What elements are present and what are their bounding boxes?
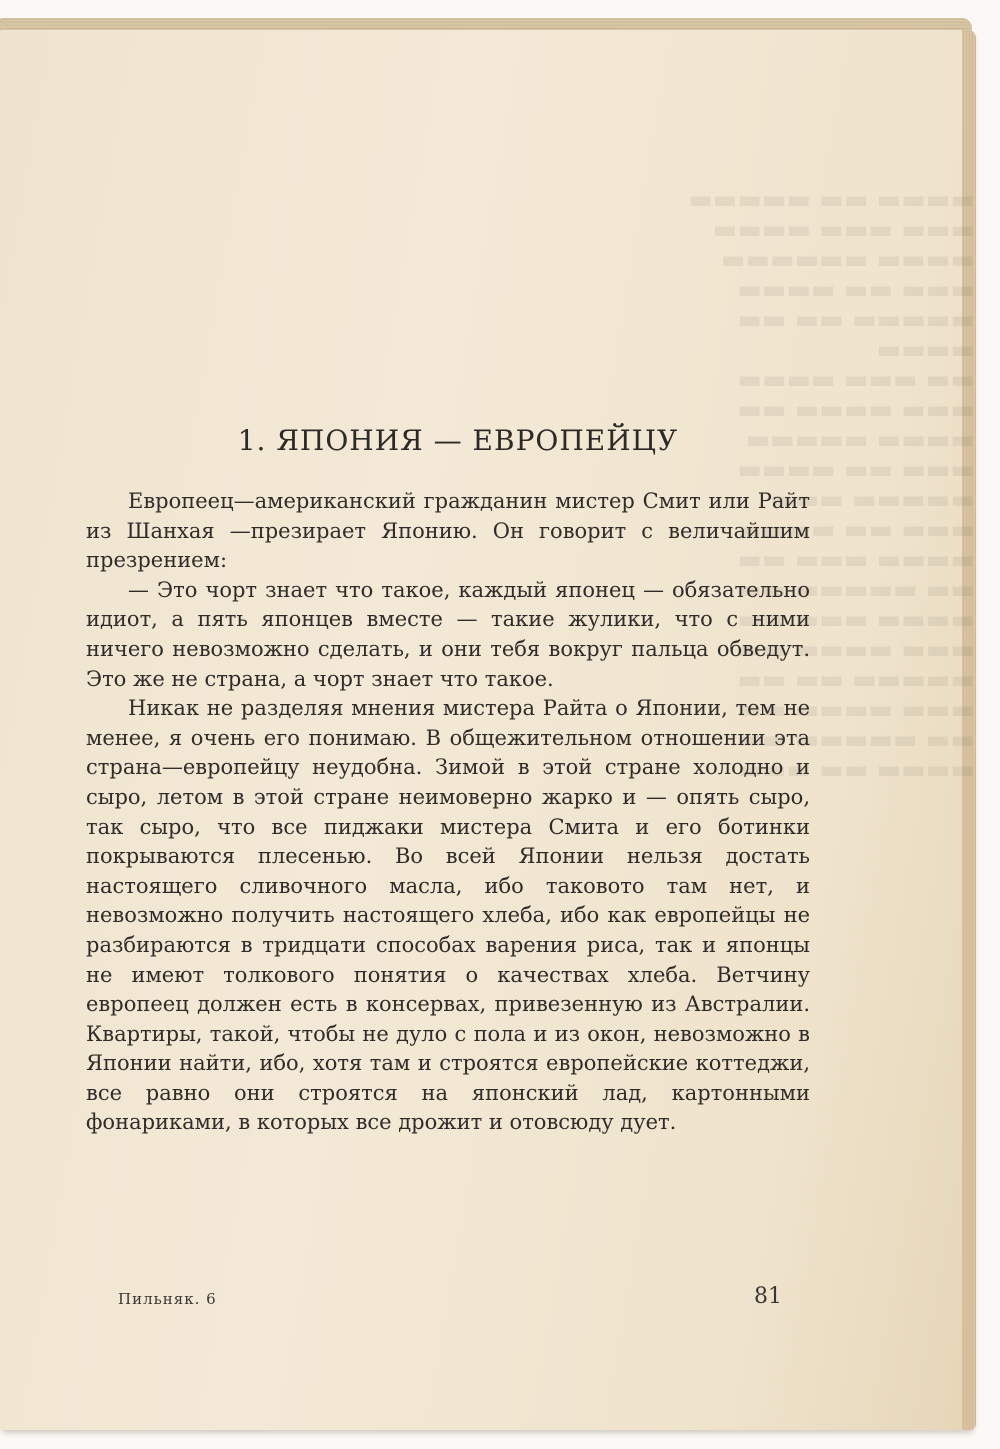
- page-number: 81: [754, 1284, 782, 1309]
- paragraph-1: Европеец—американский гражданин мистер Смит или Райт из Шанхая —презирает Японию. Он говорит с величайшим презрением:: [86, 489, 810, 573]
- chapter-heading: 1. ЯПОНИЯ — ЕВРОПЕЙЦУ: [237, 424, 679, 457]
- paragraph-3: Никак не разделяя мнения мистера Райта о Японии, тем не менее, я очень его понимаю. В общежительном отношении эта страна—европейцу неудобна. Зимой в этой стране холодно и сыро, летом в этой стране неимоверно жарко и — опять сыро, так сыро, что все пиджаки мистера Смита и его ботинки покрываются плесенью. Во всей Японии нельзя достать настоящего сливочного масла, ибо таковото там нет, и невозможно получить настоящего хлеба, ибо как европейцы не разбираются в тридцати способах варения риса, так и японцы не имеют толкового понятия о качествах хлеба. Ветчину европеец должен есть в консервах, привезенную из Австралии. Квартиры, такой, чтобы не дуло с пола и из окон, невозможно в Японии найти, ибо, хотя там и строятся европейские коттеджи, все равно они строятся на японский лад, картонными фонариками, в которых все дрожит и отовсюду дует.: [86, 696, 810, 1135]
- bleed-through-texture: ▬▬▬▬ ▬▬ ▬▬▬▬▬ ▬▬▬ ▬▬▬ ▬▬▬▬ ▬▬▬▬ ▬▬▬▬▬▬ ▬▬▬ ▬▬ ▬▬▬▬ ▬▬▬▬▬ ▬▬ ▬▬ ▬▬▬▬ ▬▬ ▬▬▬ ▬▬▬▬ ▬▬▬ ▬▬▬▬ ▬▬ ▬▬▬▬ ▬▬▬▬▬ ▬▬▬ ▬▬ ▬▬▬▬ ▬▬▬▬▬ ▬▬▬ ▬▬▬ ▬▬ ▬▬▬▬ ▬▬▬▬ ▬▬▬ ▬▬ ▬▬ ▬▬▬▬▬ ▬▬ ▬▬▬▬ ▬▬▬ ▬▬ ▬▬▬ ▬▬▬▬ ▬▬ ▬▬▬▬▬ ▬▬ ▬▬ ▬▬▬ ▬▬▬▬ ▬▬ ▬▬ ▬▬▬▬▬ ▬▬ ▬▬▬▬ ▬▬ ▬▬▬: [688, 185, 975, 785]
- signature-mark: Пильняк. 6: [118, 1290, 217, 1308]
- page-content: [86, 398, 810, 1138]
- paragraph-2: — Это чорт знает что такое, каждый японец — обязательно идиот, а пять японцев вместе — такие жулики, что с ними ничего невозможно сделать, и они тебя вокруг пальца обведут. Это же не страна, а чорт знает что такое.: [86, 577, 810, 691]
